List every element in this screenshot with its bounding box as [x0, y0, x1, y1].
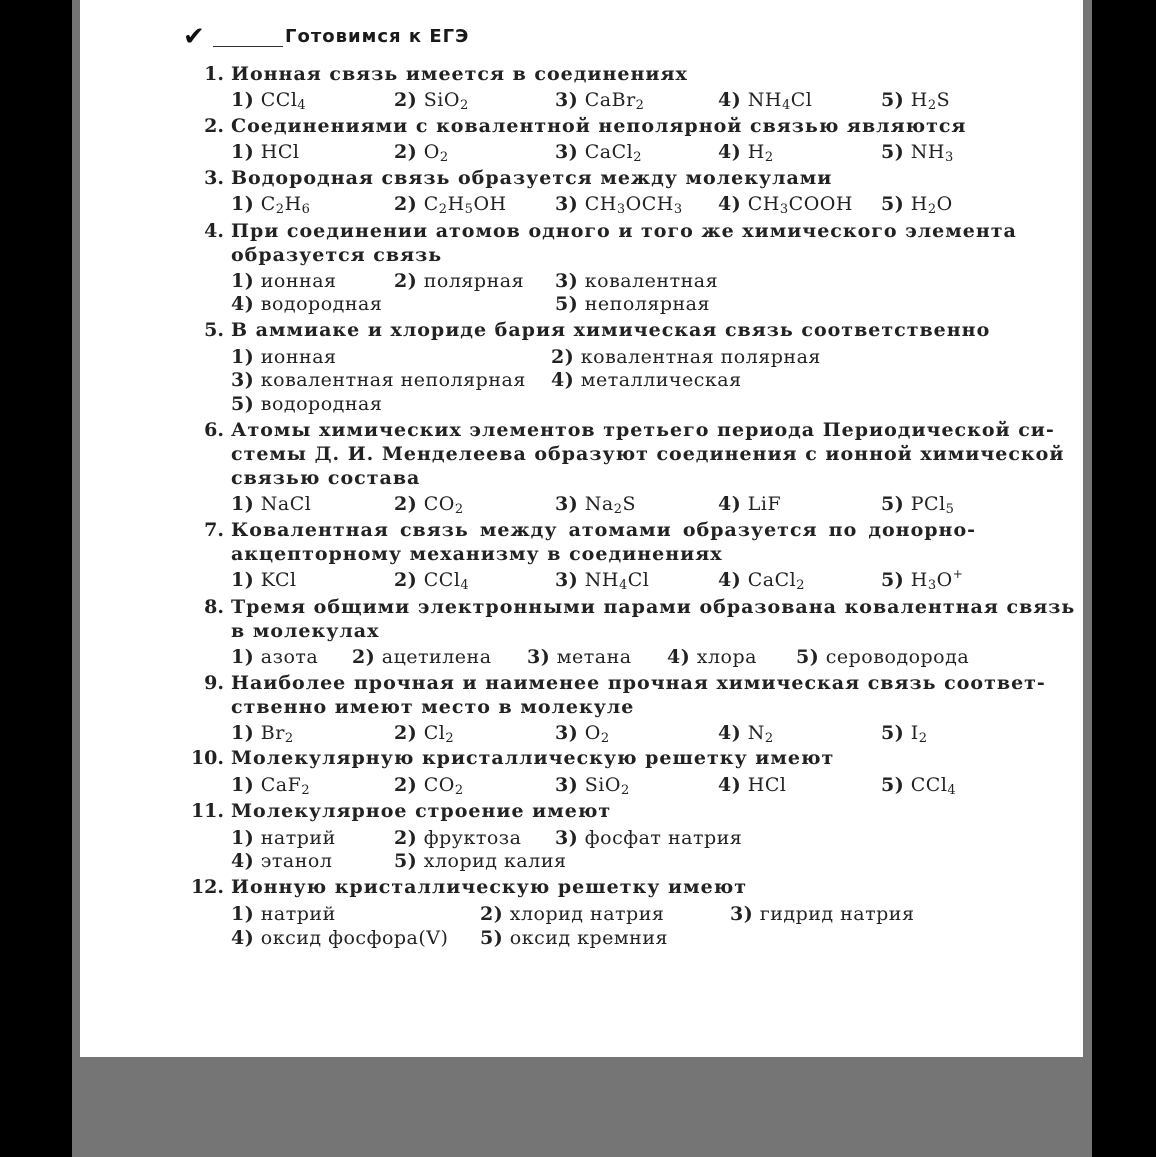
option-number: 2)	[480, 903, 504, 925]
option-text: $Cl_2$	[417, 722, 455, 746]
answer-option	[231, 192, 310, 216]
option-text: CaBr$_2$	[578, 89, 645, 113]
option-text: HCl	[254, 141, 300, 163]
option-text: хлорид натрия	[503, 903, 665, 925]
question-number: 2.	[204, 115, 224, 137]
answer-option	[231, 902, 336, 926]
question-text: Молекулярную кристаллическую решетку имеют	[231, 747, 835, 769]
answer-option	[231, 645, 318, 669]
answer-option	[394, 192, 507, 216]
option-text: $H_3O^+$	[904, 567, 964, 593]
answer-option	[796, 645, 969, 669]
answer-option	[394, 849, 566, 873]
option-text: ковалентная неполярная	[254, 369, 526, 391]
answer-option	[555, 192, 683, 216]
option-text: водородная	[254, 393, 383, 415]
option-number: 4)	[718, 141, 742, 163]
option-text: CCl$_4$	[904, 774, 957, 798]
option-text: $NH_4Cl$	[578, 569, 650, 593]
answer-option	[394, 773, 464, 797]
answer-option	[231, 492, 311, 516]
option-number: 4)	[231, 850, 255, 872]
question-number: 6.	[204, 419, 224, 441]
option-number: 3)	[555, 722, 579, 744]
option-number: 2)	[352, 646, 376, 668]
answer-option	[555, 773, 630, 797]
option-number: 1)	[231, 270, 255, 292]
option-text: фосфат натрия	[578, 827, 743, 849]
option-text: фруктоза	[417, 827, 522, 849]
option-number: 5)	[881, 493, 905, 515]
option-text: $O_2$	[417, 141, 449, 165]
option-number: 5)	[881, 193, 905, 215]
option-number: 5)	[881, 774, 905, 796]
answer-option	[231, 926, 448, 950]
option-text: ионная	[254, 270, 337, 292]
option-text: $C_2H_6$	[254, 193, 311, 217]
answer-option	[231, 88, 306, 112]
option-text: сероводорода	[819, 646, 970, 668]
answer-option	[231, 568, 297, 592]
option-number: 4)	[667, 646, 691, 668]
option-number: 4)	[718, 722, 742, 744]
option-number: 1)	[231, 89, 255, 111]
option-text: CCl$_4$	[417, 569, 470, 593]
answer-option	[231, 826, 336, 850]
checkmark-icon: ✔	[183, 22, 205, 52]
question-number: 9.	[204, 672, 224, 694]
option-text: $CO_2$	[417, 493, 464, 517]
option-text: $H_2$	[741, 141, 774, 165]
option-text: $H_2O$	[904, 193, 953, 217]
question-number: 7.	[204, 519, 224, 541]
answer-option	[394, 492, 464, 516]
option-number: 5)	[796, 646, 820, 668]
answer-option	[718, 140, 774, 164]
option-text: $NH_4Cl$	[741, 89, 813, 113]
option-text: азота	[254, 646, 319, 668]
option-number: 4)	[718, 193, 742, 215]
option-number: 2)	[394, 141, 418, 163]
question-text: Ковалентная связь между атомами образуется по донорно-	[231, 519, 976, 541]
option-text: ионная	[254, 346, 337, 368]
option-text: полярная	[417, 270, 525, 292]
answer-option	[480, 902, 664, 926]
option-text: оксид фосфора(V)	[254, 927, 449, 949]
option-text: $H_2S$	[904, 89, 951, 113]
option-number: 5)	[881, 141, 905, 163]
question-text: При соединении атомов одного и того же химического элемента	[231, 220, 1017, 242]
option-number: 4)	[551, 369, 575, 391]
option-text: KCl	[254, 569, 297, 591]
option-number: 5)	[881, 722, 905, 744]
answer-option	[555, 140, 642, 164]
option-text: неполярная	[578, 293, 710, 315]
option-text: этанол	[254, 850, 333, 872]
question-text: Атомы химических элементов третьего периода Периодической си-	[231, 419, 1055, 441]
option-text: $Na_2S$	[578, 493, 637, 517]
option-number: 3)	[555, 89, 579, 111]
option-text: $N_2$	[741, 722, 774, 746]
option-number: 5)	[555, 293, 579, 315]
option-text: $CH_3COOH$	[741, 193, 853, 217]
option-text: натрий	[254, 903, 336, 925]
answer-option	[231, 368, 526, 392]
question-text: Ионную кристаллическую решетку имеют	[231, 876, 747, 898]
option-number: 3)	[555, 141, 579, 163]
answer-option	[231, 269, 337, 293]
answer-option	[231, 140, 299, 164]
option-number: 2)	[394, 827, 418, 849]
question-number: 1.	[204, 63, 224, 85]
option-number: 3)	[555, 569, 579, 591]
question-text: Молекулярное строение имеют	[231, 800, 612, 822]
answer-option	[231, 773, 310, 797]
option-number: 4)	[231, 927, 255, 949]
option-number: 4)	[718, 774, 742, 796]
option-number: 1)	[231, 569, 255, 591]
question-text: связью состава	[231, 467, 421, 489]
answer-option	[718, 773, 786, 797]
option-number: 3)	[555, 270, 579, 292]
option-text: LiF	[741, 493, 782, 515]
answer-option	[394, 269, 524, 293]
answer-option	[718, 492, 781, 516]
option-text: $CH_3OCH_3$	[578, 193, 683, 217]
answer-option	[555, 492, 636, 516]
option-text: PCl$_5$	[904, 493, 955, 517]
question-text: Ионная связь имеется в соединениях	[231, 63, 688, 85]
answer-option	[555, 292, 710, 316]
option-number: 2)	[551, 346, 575, 368]
answer-option	[718, 88, 812, 112]
option-number: 1)	[231, 774, 255, 796]
option-text: ацетилена	[375, 646, 492, 668]
answer-option	[881, 140, 954, 164]
question-number: 11.	[190, 800, 224, 822]
question-text: Наиболее прочная и наименее прочная химическая связь соответ-	[231, 672, 1046, 694]
answer-option	[231, 292, 382, 316]
option-text: $NH_3$	[904, 141, 954, 165]
answer-option	[527, 645, 632, 669]
option-number: 4)	[231, 293, 255, 315]
question-number: 12.	[190, 876, 224, 898]
option-text: металлическая	[574, 369, 742, 391]
option-number: 2)	[394, 270, 418, 292]
question-number: 10.	[190, 747, 224, 769]
answer-option	[718, 721, 774, 745]
option-number: 2)	[394, 569, 418, 591]
answer-option	[881, 88, 950, 112]
question-text: ственно имеют место в молекуле	[231, 696, 635, 718]
answer-option	[555, 269, 718, 293]
option-number: 2)	[394, 193, 418, 215]
answer-option	[394, 568, 469, 592]
answer-option	[551, 345, 821, 369]
option-number: 3)	[231, 369, 255, 391]
option-text: гидрид натрия	[753, 903, 915, 925]
answer-option	[394, 721, 454, 745]
option-text: NaCl	[254, 493, 312, 515]
answer-option	[718, 192, 853, 216]
answer-option	[480, 926, 668, 950]
option-text: водородная	[254, 293, 383, 315]
question-number: 3.	[204, 167, 224, 189]
option-number: 5)	[394, 850, 418, 872]
option-number: 2)	[394, 493, 418, 515]
option-number: 3)	[555, 827, 579, 849]
option-number: 4)	[718, 569, 742, 591]
option-number: 5)	[231, 393, 255, 415]
option-text: хлора	[690, 646, 757, 668]
option-number: 1)	[231, 903, 255, 925]
question-number: 8.	[204, 596, 224, 618]
question-text: в молекулах	[231, 620, 380, 642]
answer-option	[231, 721, 294, 745]
question-text: акцепторному механизму в соединениях	[231, 543, 723, 565]
option-number: 3)	[527, 646, 551, 668]
option-number: 1)	[231, 346, 255, 368]
option-text: оксид кремния	[503, 927, 668, 949]
answer-option	[555, 568, 649, 592]
question-text: Тремя общими электронными парами образована ковалентная связь	[231, 596, 1076, 618]
option-text: SiO$_2$	[578, 774, 630, 798]
option-text: $O_2$	[578, 722, 610, 746]
option-text: CaF$_2$	[254, 774, 311, 798]
option-number: 5)	[881, 569, 905, 591]
option-number: 3)	[555, 774, 579, 796]
option-number: 1)	[231, 493, 255, 515]
option-number: 3)	[555, 193, 579, 215]
option-text: $I_2$	[904, 722, 928, 746]
option-text: ковалентная полярная	[574, 346, 821, 368]
option-number: 1)	[231, 141, 255, 163]
option-text: метана	[550, 646, 632, 668]
answer-option	[881, 192, 953, 216]
option-number: 5)	[881, 89, 905, 111]
option-text: CCl$_4$	[254, 89, 307, 113]
question-text: стемы Д. И. Менделеева образуют соединения с ионной химической	[231, 443, 1065, 465]
option-number: 3)	[555, 493, 579, 515]
answer-option	[394, 140, 449, 164]
option-text: ковалентная	[578, 270, 719, 292]
option-number: 4)	[718, 493, 742, 515]
question-text: Соединениями с ковалентной неполярной связью являются	[231, 115, 967, 137]
option-number: 2)	[394, 774, 418, 796]
option-number: 2)	[394, 722, 418, 744]
option-number: 3)	[730, 903, 754, 925]
option-text: CaCl$_2$	[578, 141, 643, 165]
question-text: В аммиаке и хлориде бария химическая связь соответственно	[231, 319, 991, 341]
section-title: Готовимся к ЕГЭ	[285, 26, 470, 47]
option-text: хлорид калия	[417, 850, 567, 872]
option-number: 5)	[480, 927, 504, 949]
question-number: 4.	[204, 220, 224, 242]
option-number: 4)	[718, 89, 742, 111]
answer-option	[352, 645, 492, 669]
option-number: 1)	[231, 646, 255, 668]
option-number: 1)	[231, 193, 255, 215]
answer-option	[394, 88, 469, 112]
option-number: 1)	[231, 722, 255, 744]
option-number: 1)	[231, 827, 255, 849]
answer-option	[555, 88, 644, 112]
question-number: 5.	[204, 319, 224, 341]
answer-option	[881, 568, 963, 592]
answer-option	[881, 773, 956, 797]
answer-option	[231, 345, 337, 369]
option-number: 2)	[394, 89, 418, 111]
question-text: Водородная связь образуется между молекулами	[231, 167, 833, 189]
option-text: $Br_2$	[254, 722, 294, 746]
option-text: $CO_2$	[417, 774, 464, 798]
answer-option	[551, 368, 742, 392]
heading-rule	[213, 46, 283, 47]
option-text: SiO$_2$	[417, 89, 469, 113]
answer-option	[881, 492, 954, 516]
answer-option	[667, 645, 757, 669]
answer-option	[394, 826, 522, 850]
answer-option	[881, 721, 928, 745]
answer-option	[231, 392, 382, 416]
option-text: HCl	[741, 774, 787, 796]
answer-option	[730, 902, 914, 926]
option-text: $C_2H_5OH$	[417, 193, 507, 217]
answer-option	[555, 721, 610, 745]
option-text: CaCl$_2$	[741, 569, 806, 593]
answer-option	[231, 849, 332, 873]
question-text: образуется связь	[231, 244, 443, 266]
answer-option	[718, 568, 805, 592]
option-text: натрий	[254, 827, 336, 849]
answer-option	[555, 826, 742, 850]
